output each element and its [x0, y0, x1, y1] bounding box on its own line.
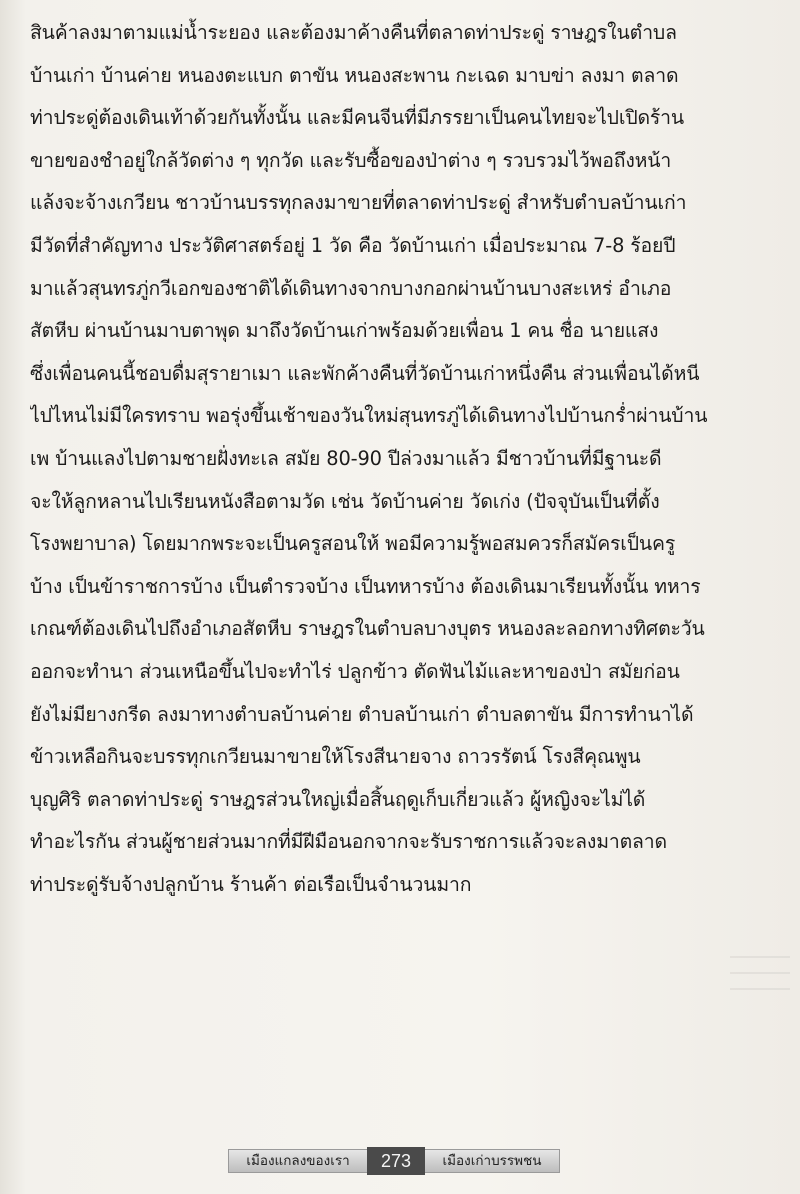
text-line: ขายของชำอยู่ใกล้วัดต่าง ๆ ทุกวัด และรับซื้อของป่าต่าง ๆ รวบรวมไว้พอถึงหน้า: [30, 148, 672, 172]
show-through-texture: [730, 956, 790, 1016]
text-line: สินค้าลงมาตามแม่น้ำระยอง และต้องมาค้างคืนที่ตลาดท่าประดู่ ราษฎรในตำบล: [30, 21, 677, 44]
page-number: 273: [367, 1147, 425, 1175]
text-line: ยังไม่มียางกรีด ลงมาทางตำบลบ้านค่าย ตำบลบ้านเก่า ตำบลตาขัน มีการทำนาได้: [30, 702, 694, 726]
text-line: ซึ่งเพื่อนคนนี้ชอบดื่มสุรายาเมา และพักค้างคืนที่วัดบ้านเก่าหนึ่งคืน ส่วนเพื่อนได้หนี: [30, 361, 700, 385]
text-line: เกณฑ์ต้องเดินไปถึงอำเภอสัตหีบ ราษฎรในตำบลบางบุตร หนองละลอกทางทิศตะวัน: [30, 617, 705, 641]
text-line: เพ บ้านแลงไปตามชายฝั่งทะเล สมัย 80-90 ปีล่วงมาแล้ว มีชาวบ้านที่มีฐานะดี: [30, 446, 662, 470]
body-text: [30, 12, 778, 906]
text-line: ท่าประดู่ต้องเดินเท้าด้วยกันทั้งนั้น และมีคนจีนที่มีภรรยาเป็นคนไทยจะไปเปิดร้าน: [30, 106, 685, 130]
footer-book-title: เมืองแกลงของเรา: [228, 1149, 367, 1173]
footer-chapter-title: เมืองเก่าบรรพชน: [425, 1149, 560, 1173]
text-line: ออกจะทำนา ส่วนเหนือขึ้นไปจะทำไร่ ปลูกข้าว ตัดฟันไม้และหาของป่า สมัยก่อน: [30, 659, 680, 683]
page-footer: [228, 1147, 578, 1175]
text-line: มาแล้วสุนทรภู่กวีเอกของชาติได้เดินทางจากบางกอกผ่านบ้านบางสะเหร่ อำเภอ: [30, 276, 672, 300]
text-line: ท่าประดู่รับจ้างปลูกบ้าน ร้านค้า ต่อเรือเป็นจำนวนมาก: [30, 872, 472, 896]
text-line: ไปไหนไม่มีใครทราบ พอรุ่งขึ้นเช้าของวันใหม่สุนทรภู่ได้เดินทางไปบ้านกร่ำผ่านบ้าน: [30, 404, 708, 428]
text-line: แล้งจะจ้างเกวียน ชาวบ้านบรรทุกลงมาขายที่ตลาดท่าประดู่ สำหรับตำบลบ้านเก่า: [30, 191, 687, 215]
text-line: โรงพยาบาล) โดยมากพระจะเป็นครูสอนให้ พอมีความรู้พอสมควรก็สมัครเป็นครู: [30, 532, 676, 556]
text-line: บ้าง เป็นข้าราชการบ้าง เป็นตำรวจบ้าง เป็นทหารบ้าง ต้องเดินมาเรียนทั้งนั้น ทหาร: [30, 574, 701, 598]
text-line: ทำอะไรกัน ส่วนผู้ชายส่วนมากที่มีฝีมือนอกจากจะรับราชการแล้วจะลงมาตลาด: [30, 830, 667, 854]
text-line: บุญศิริ ตลาดท่าประดู่ ราษฎรส่วนใหญ่เมื่อสิ้นฤดูเก็บเกี่ยวแล้ว ผู้หญิงจะไม่ได้: [30, 787, 646, 811]
text-line: มีวัดที่สำคัญทาง ประวัติศาสตร์อยู่ 1 วัด คือ วัดบ้านเก่า เมื่อประมาณ 7-8 ร้อยปี: [30, 233, 676, 257]
text-line: บ้านเก่า บ้านค่าย หนองตะแบก ตาขัน หนองสะพาน กะเฉด มาบข่า ลงมา ตลาด: [30, 63, 679, 87]
text-line: ข้าวเหลือกินจะบรรทุกเกวียนมาขายให้โรงสีนายจาง ถาวรรัตน์ โรงสีคุณพูน: [30, 745, 641, 769]
text-line: สัตหีบ ผ่านบ้านมาบตาพุด มาถึงวัดบ้านเก่าพร้อมด้วยเพื่อน 1 คน ชื่อ นายแสง: [30, 319, 659, 343]
text-line: จะให้ลูกหลานไปเรียนหนังสือตามวัด เช่น วัดบ้านค่าย วัดเก่ง (ปัจจุบันเป็นที่ตั้ง: [30, 489, 660, 513]
